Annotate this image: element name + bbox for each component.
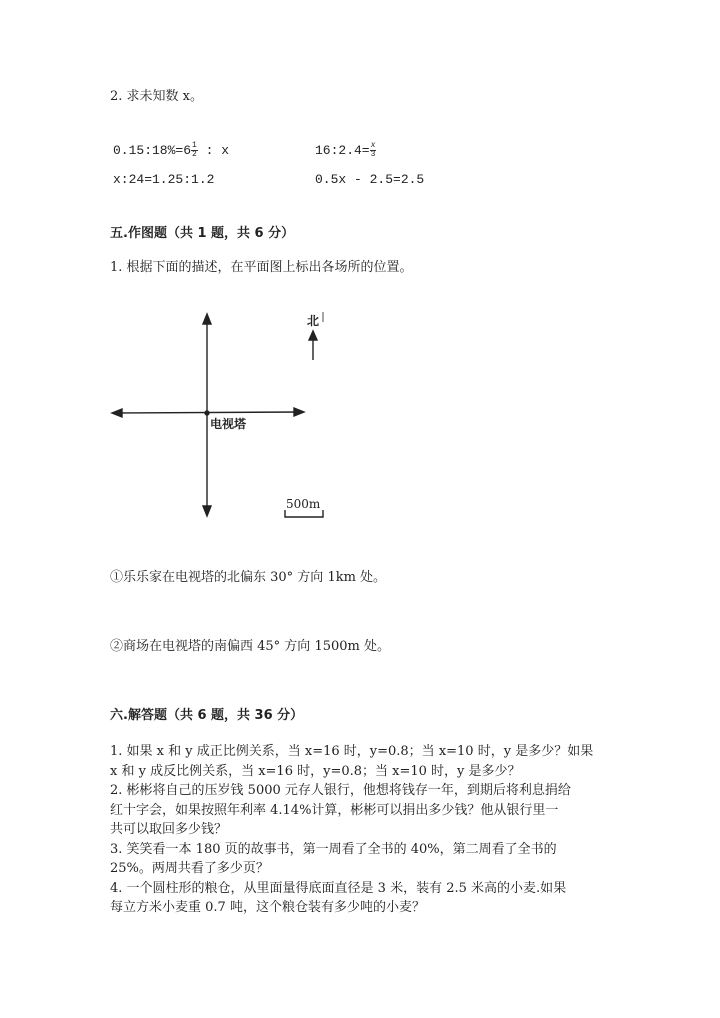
fraction-numerator: 1 (192, 141, 197, 150)
place-item-2: ②商场在电视塔的南偏西 45° 方向 1500m 处。 (110, 639, 390, 654)
question-line: 3. 笑笑看一本 180 页的故事书，第一周看了全书的 40%，第二周看了全书的 (110, 841, 557, 857)
question-2-title: 2. 求未知数 x。 (110, 89, 203, 104)
section-5-question-1: 1. 根据下面的描述，在平面图上标出各场所的位置。 (110, 260, 413, 275)
question-line: 4. 一个圆柱形的粮仓，从里面量得底面直径是 3 米，装有 2.5 米高的小麦.如果 (110, 880, 567, 896)
north-arrowhead (203, 314, 211, 324)
question-line: 红十字会，如果按照年利率 4.14%计算，彬彬可以捐出多少钱？他从银行里一 (110, 802, 559, 818)
equation-1-right: : x (197, 142, 230, 158)
section-6-heading: 六.解答题（共 6 题，共 36 分） (110, 708, 304, 723)
west-arrowhead (112, 409, 122, 417)
fraction-denominator: 3 (370, 150, 376, 159)
question-line: 1. 如果 x 和 y 成正比例关系，当 x=16 时，y=0.8；当 x=10 时，y 是多少？如果 (110, 744, 594, 759)
question-line: 每立方米小麦重 0.7 吨，这个粮仓装有多少吨的小麦？ (110, 900, 425, 915)
place-item-1: ①乐乐家在电视塔的北偏东 30° 方向 1km 处。 (110, 570, 387, 585)
equation-4: 0.5x - 2.5=2.5 (315, 172, 425, 187)
tv-tower-label: 电视塔 (210, 417, 247, 431)
section-5-heading: 五.作图题（共 1 题，共 6 分） (110, 226, 295, 241)
east-arrowhead (294, 408, 304, 416)
equation-2-left: 16:2.4= (315, 142, 370, 158)
question-line: 共可以取回多少钱？ (110, 822, 228, 837)
equation-1-left: 0.15:18%=6 (113, 142, 192, 158)
north-label: 北 (307, 314, 320, 328)
fraction-numerator: x (370, 141, 376, 150)
north-arrow-icon (309, 331, 317, 340)
equation-3: x:24=1.25:1.2 (113, 172, 215, 187)
south-arrowhead (203, 506, 211, 516)
fraction-denominator: 2 (192, 150, 197, 159)
question-line: x 和 y 成反比例关系，当 x=16 时，y=0.8；当 x=10 时，y 是多少？ (110, 763, 521, 779)
section-6-questions (110, 742, 593, 918)
scale-label: 500m (286, 497, 321, 511)
tv-tower-point (205, 411, 209, 415)
question-line: 2. 彬彬将自己的压岁钱 5000 元存人银行，他想将钱存一年，到期后将利息捐给 (110, 783, 571, 798)
question-line: 25%。两周共看了多少页？ (110, 861, 269, 876)
